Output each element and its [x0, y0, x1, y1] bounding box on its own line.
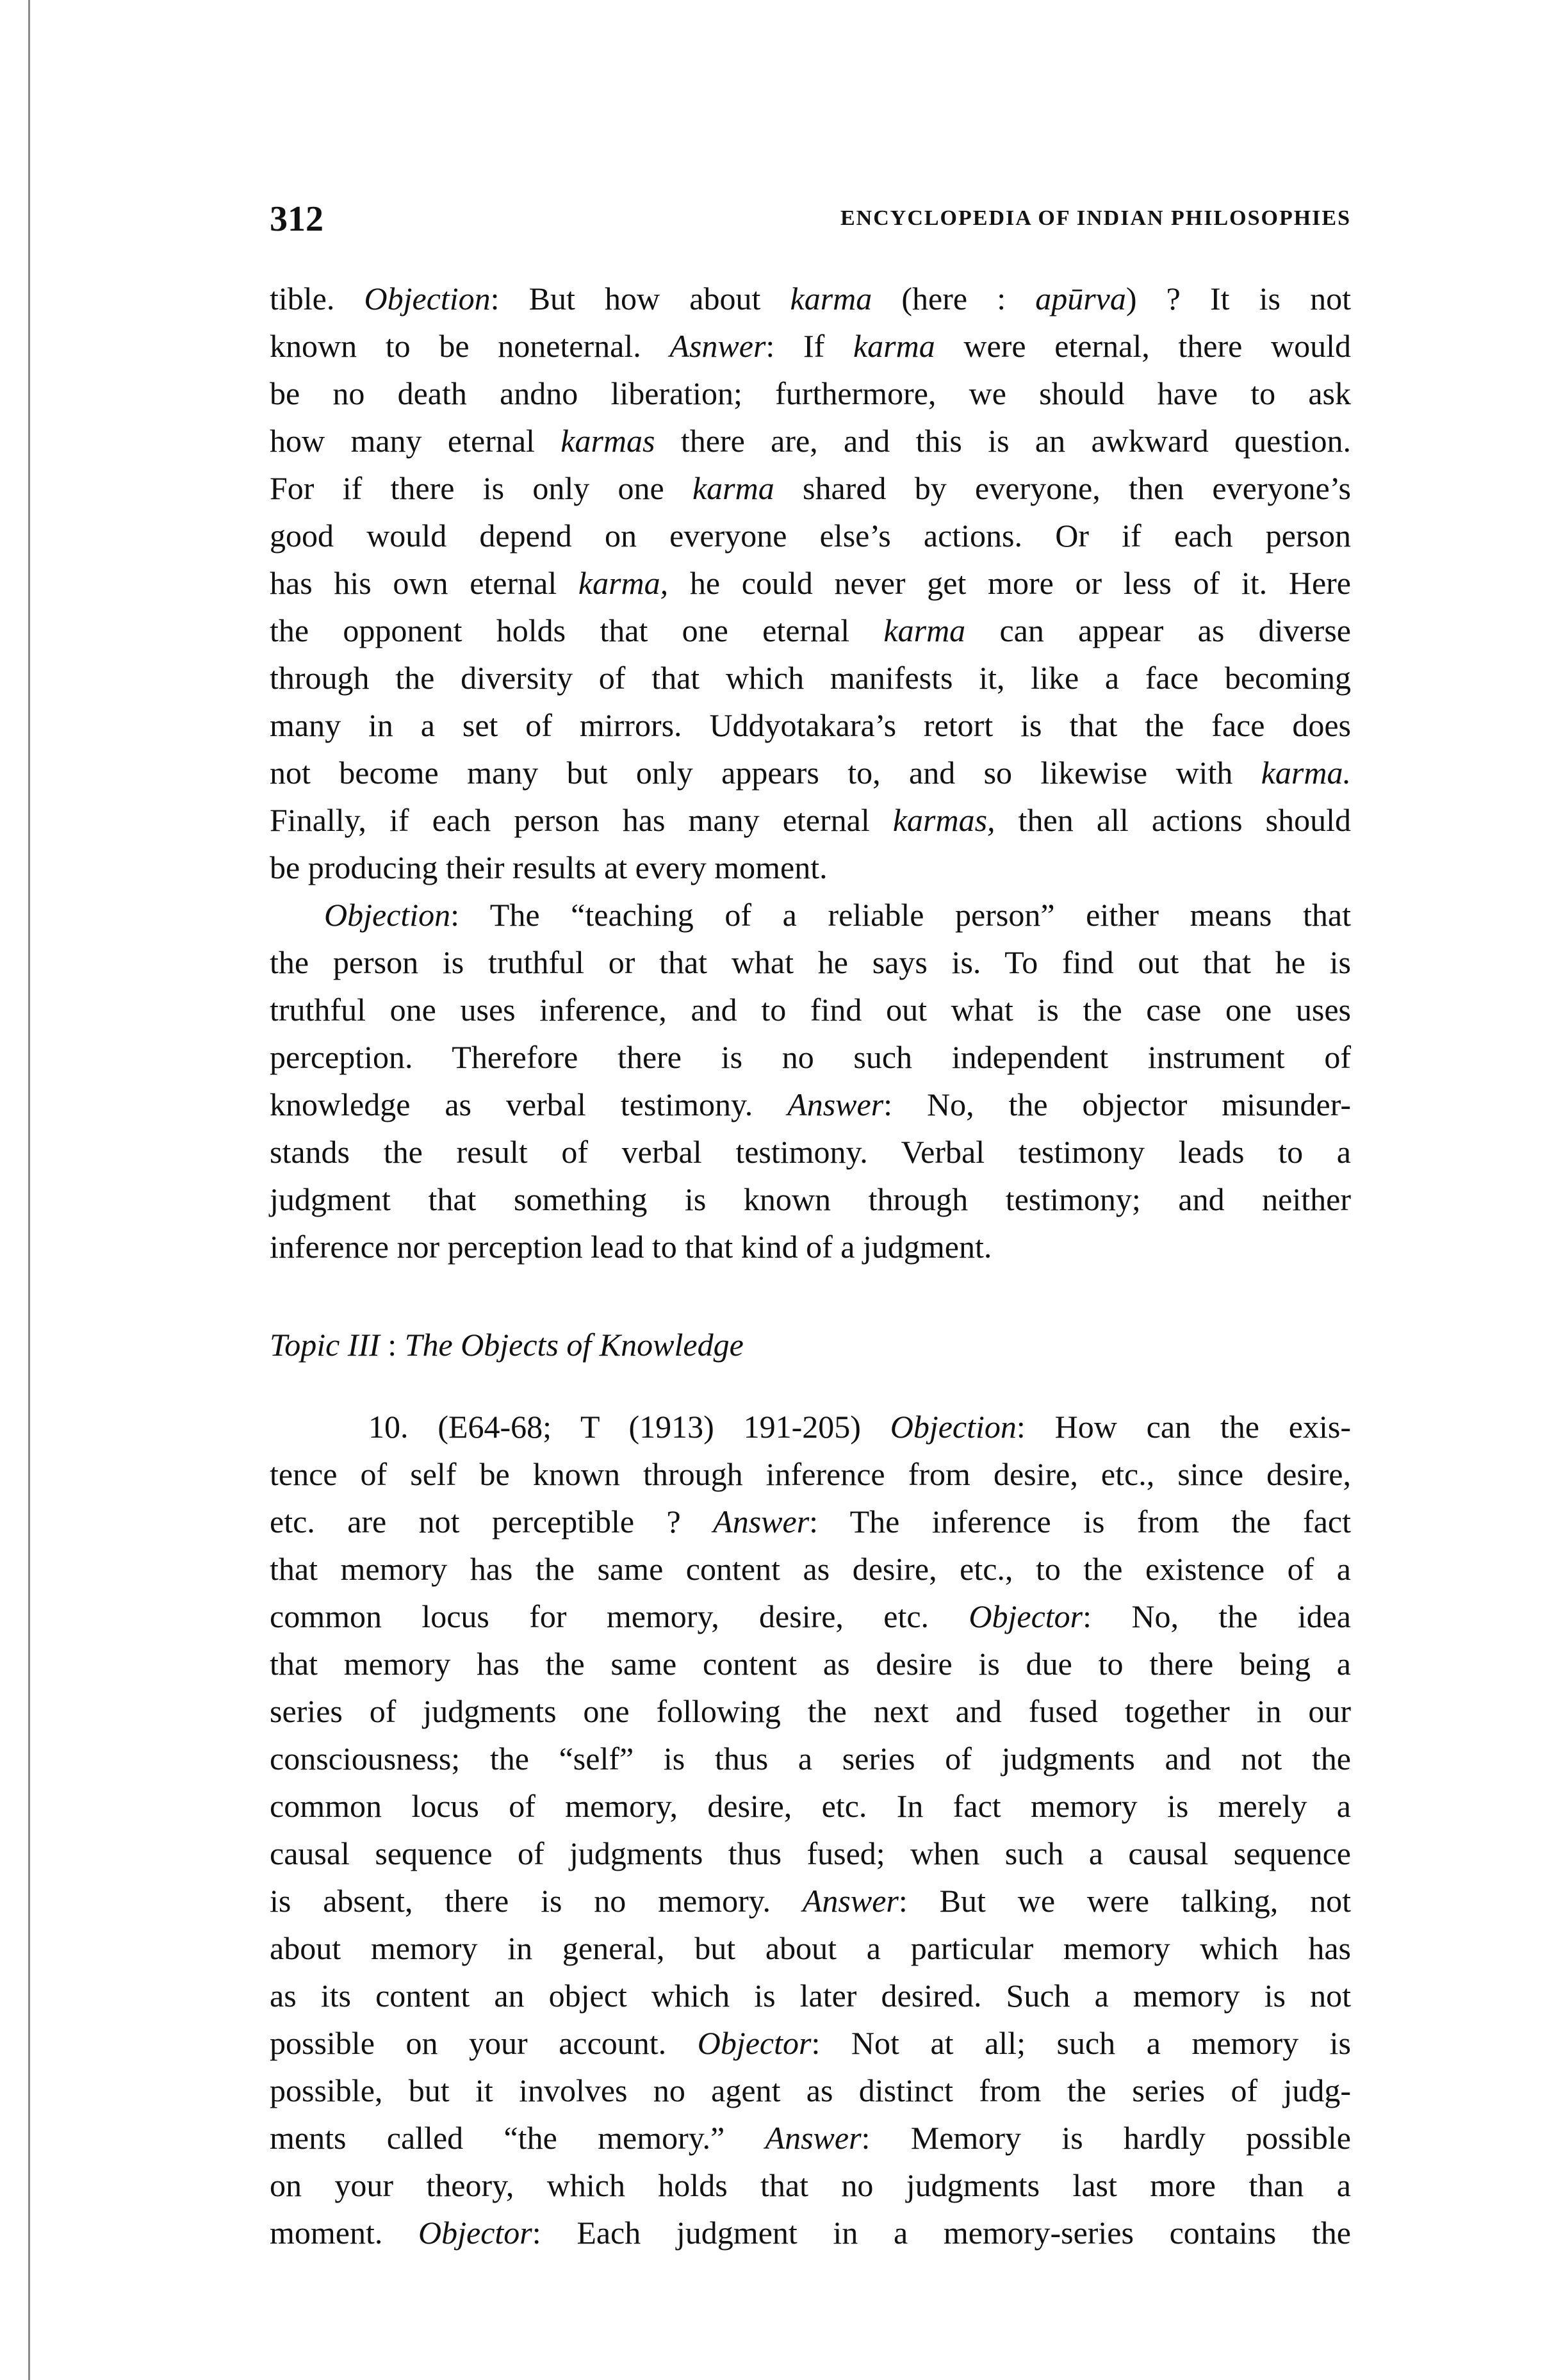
text-run: how many eternal — [270, 423, 561, 459]
text-line — [270, 1925, 1351, 1972]
text-run: possible on your account. — [270, 2025, 698, 2061]
italic-term: karma — [692, 470, 774, 506]
text-line — [270, 1972, 1351, 2019]
italic-term: karma — [853, 328, 935, 364]
text-line — [270, 1498, 1351, 1545]
text-line — [270, 2209, 1351, 2256]
text-run: is absent, there is no memory. — [270, 1883, 803, 1919]
text-line — [270, 370, 1351, 417]
text-line — [270, 322, 1351, 370]
italic-term: Topic III — [270, 1327, 380, 1363]
italic-term: Answer — [787, 1087, 884, 1122]
text-line — [270, 1545, 1351, 1593]
italic-term: apūrva — [1035, 281, 1126, 316]
text-run: judgment that something is known through testimony; and neither — [270, 1181, 1351, 1217]
running-head: ENCYCLOPEDIA OF INDIAN PHILOSOPHIES — [840, 206, 1351, 230]
text-run: there are, and this is an awkward question. — [655, 423, 1351, 459]
text-line — [270, 1830, 1351, 1877]
text-run: : The inference is from the fact — [809, 1504, 1351, 1539]
section-heading — [270, 1321, 1351, 1368]
text-run: For if there is only one — [270, 470, 692, 506]
text-line — [270, 1081, 1351, 1128]
text-run: that memory has the same content as desire is due to there being a — [270, 1646, 1351, 1682]
text-run: good would depend on everyone else’s actions. Or if each person — [270, 518, 1351, 554]
heading-line — [270, 1321, 1351, 1368]
italic-term: Answer — [765, 2120, 862, 2156]
text-run: has his own eternal — [270, 565, 578, 601]
text-run: Finally, if each person has many eternal — [270, 802, 893, 838]
text-run: knowledge as verbal testimony. — [270, 1087, 788, 1122]
text-run: can appear as diverse — [965, 612, 1351, 648]
text-line — [270, 2162, 1351, 2209]
text-line — [270, 1687, 1351, 1735]
italic-term: Answer — [802, 1883, 899, 1919]
text-run: : How can the exis- — [1016, 1409, 1351, 1445]
text-run: the person is truthful or that what he says is. To find out that he is — [270, 944, 1351, 980]
text-line — [270, 417, 1351, 464]
text-run: were eternal, there would — [935, 328, 1351, 364]
italic-term: karma. — [1261, 755, 1351, 791]
italic-term: karmas — [561, 423, 655, 459]
italic-term: Answer — [713, 1504, 810, 1539]
text-run: on your theory, which holds that no judgments last more than a — [270, 2167, 1351, 2203]
text-line — [270, 2114, 1351, 2162]
italic-term: karma, — [578, 565, 669, 601]
text-run: ) ? It is not — [1125, 281, 1351, 316]
body-text-section-10 — [270, 1403, 1351, 2256]
italic-term: karmas, — [892, 802, 995, 838]
italic-term: Objector — [418, 2215, 532, 2251]
text-line — [270, 986, 1351, 1033]
text-run: he could never get more or less of it. Here — [668, 565, 1351, 601]
text-run: stands the result of verbal testimony. Verbal testimony leads to a — [270, 1134, 1351, 1170]
text-run: tence of self be known through inference from desire, etc., since desire, — [270, 1456, 1351, 1492]
text-line — [270, 1735, 1351, 1782]
text-line — [270, 702, 1351, 749]
text-run: : — [379, 1327, 405, 1363]
italic-term: Objector — [969, 1598, 1083, 1634]
text-line — [270, 939, 1351, 986]
text-run: perception. Therefore there is no such independent instrument of — [270, 1039, 1351, 1075]
text-line — [270, 1450, 1351, 1498]
text-run: : If — [765, 328, 853, 364]
text-run: inference nor perception lead to that kind of a judgment. — [270, 1229, 992, 1265]
text-run: then all actions should — [995, 802, 1351, 838]
text-line — [270, 512, 1351, 559]
text-line — [270, 844, 1351, 891]
text-line — [270, 1782, 1351, 1830]
text-line — [270, 2019, 1351, 2067]
text-run: etc. are not perceptible ? — [270, 1504, 714, 1539]
text-run: common locus of memory, desire, etc. In fact memory is merely a — [270, 1788, 1351, 1824]
page-number: 312 — [270, 199, 323, 239]
text-run: (here : — [872, 281, 1036, 316]
text-run: : But we were talking, not — [898, 1883, 1351, 1919]
text-run: many in a set of mirrors. Uddyotakara’s retort is that the face does — [270, 707, 1351, 743]
text-run: causal sequence of judgments thus fused; when such a causal sequence — [270, 1835, 1351, 1871]
italic-term: Asnwer — [669, 328, 766, 364]
text-line — [270, 1128, 1351, 1176]
text-line — [270, 1033, 1351, 1081]
text-run: that memory has the same content as desire, etc., to the existence of a — [270, 1551, 1351, 1587]
text-run: not become many but only appears to, and so likewise with — [270, 755, 1261, 791]
text-run: be producing their results at every moment. — [270, 849, 828, 885]
text-run: truthful one uses inference, and to find out what is the case one uses — [270, 992, 1351, 1028]
text-run: : No, the idea — [1083, 1598, 1351, 1634]
text-run: be no death andno liberation; furthermore, we should have to ask — [270, 375, 1351, 411]
text-run: as its content an object which is later desired. Such a memory is not — [270, 1978, 1351, 2014]
text-line — [270, 1403, 1351, 1450]
text-line — [270, 2067, 1351, 2114]
text-run: consciousness; the “self” is thus a series of judgments and not the — [270, 1741, 1351, 1777]
text-line — [270, 1176, 1351, 1223]
text-line — [270, 275, 1351, 322]
text-run: tible. — [270, 281, 364, 316]
text-line — [270, 1593, 1351, 1640]
text-line — [270, 749, 1351, 796]
text-run: : Not at all; such a memory is — [811, 2025, 1351, 2061]
text-run: moment. — [270, 2215, 419, 2251]
text-line — [270, 796, 1351, 844]
body-text-karma-testimony — [270, 275, 1351, 1270]
italic-term: karma — [790, 281, 872, 316]
text-line — [270, 654, 1351, 702]
text-line — [270, 464, 1351, 512]
text-run: 10. (E64-68; T (1913) 191-205) — [368, 1409, 890, 1445]
text-run: about memory in general, but about a particular memory which has — [270, 1930, 1351, 1966]
text-run: possible, but it involves no agent as distinct from the series of judg- — [270, 2072, 1351, 2108]
text-run: series of judgments one following the next and fused together in our — [270, 1693, 1351, 1729]
text-run: : But how about — [490, 281, 790, 316]
text-run: : No, the objector misunder- — [883, 1087, 1352, 1122]
text-run: : The “teaching of a reliable person” either means that — [450, 897, 1351, 933]
italic-term: Objection — [890, 1409, 1017, 1445]
text-run: common locus for memory, desire, etc. — [270, 1598, 969, 1634]
text-run: the opponent holds that one eternal — [270, 612, 884, 648]
italic-term: The Objects of Knowledge — [404, 1327, 744, 1363]
italic-term: karma — [883, 612, 966, 648]
scan-edge-line — [28, 0, 30, 2380]
text-line — [270, 1223, 1351, 1270]
text-run: : Each judgment in a memory-series contains the — [532, 2215, 1351, 2251]
text-run: : Memory is hardly possible — [861, 2120, 1351, 2156]
text-line — [270, 559, 1351, 607]
text-line — [270, 891, 1351, 939]
italic-term: Objection — [324, 897, 451, 933]
text-line — [270, 1640, 1351, 1687]
italic-term: Objection — [364, 281, 491, 316]
text-line — [270, 607, 1351, 654]
text-run: through the diversity of that which manifests it, like a face becoming — [270, 660, 1351, 696]
text-run: ments called “the memory.” — [270, 2120, 765, 2156]
text-run: shared by everyone, then everyone’s — [774, 470, 1351, 506]
text-run: known to be noneternal. — [270, 328, 670, 364]
italic-term: Objector — [697, 2025, 812, 2061]
text-line — [270, 1877, 1351, 1925]
